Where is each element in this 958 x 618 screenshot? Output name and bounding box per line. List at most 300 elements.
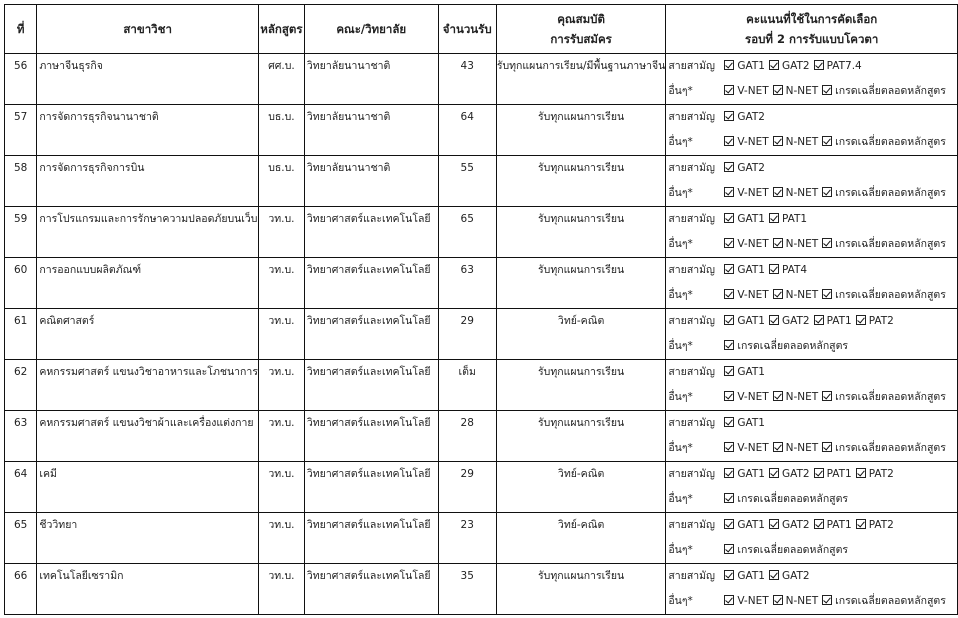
checked-box-icon <box>773 136 783 146</box>
criteria-line2 <box>666 436 957 461</box>
criteria-line-label: สายสามัญ <box>668 213 715 225</box>
criteria-item-label: PAT2 <box>868 468 894 480</box>
criteria-item-label: N-NET <box>785 442 819 454</box>
criteria-line-label: สายสามัญ <box>668 366 715 378</box>
cell-faculty: วิทยาศาสตร์และเทคโนโลยี <box>304 462 438 513</box>
checked-box-icon <box>769 264 779 274</box>
criteria-item <box>769 232 819 257</box>
criteria-item <box>720 385 768 410</box>
criteria-item <box>720 207 765 232</box>
criteria-item-label: PAT7.4 <box>826 60 862 72</box>
criteria-item <box>765 54 810 79</box>
cell-qualification: วิทย์-คณิต <box>496 462 666 513</box>
criteria-item <box>720 79 768 104</box>
cell-major: การโปรแกรมและการรักษาความปลอดภัยบนเว็บ <box>37 207 259 258</box>
criteria-item-label: GAT1 <box>737 468 765 480</box>
header-faculty: คณะ/วิทยาลัย <box>304 5 438 54</box>
criteria-line-label: อื่นๆ* <box>668 493 693 505</box>
checked-box-icon <box>769 315 779 325</box>
checked-box-icon <box>724 162 734 172</box>
criteria-item-label: V-NET <box>737 136 769 148</box>
criteria-item-label: N-NET <box>785 187 819 199</box>
criteria-item <box>765 207 807 232</box>
criteria-item-label: V-NET <box>737 85 769 97</box>
criteria-item <box>810 462 852 487</box>
criteria-line2 <box>666 385 957 410</box>
criteria-item-label: GAT1 <box>737 264 765 276</box>
cell-faculty: วิทยาศาสตร์และเทคโนโลยี <box>304 309 438 360</box>
criteria-line2 <box>666 334 957 359</box>
cell-qualification: รับทุกแผนการเรียน <box>496 258 666 309</box>
criteria-item-label: V-NET <box>737 187 769 199</box>
cell-qualification: รับทุกแผนการเรียน <box>496 207 666 258</box>
checked-box-icon <box>724 366 734 376</box>
criteria-item-label: เกรดเฉลี่ยตลอดหลักสูตร <box>835 289 946 301</box>
cell-no: 59 <box>5 207 37 258</box>
header-quota: จำนวนรับ <box>438 5 496 54</box>
checked-box-icon <box>724 417 734 427</box>
cell-no: 61 <box>5 309 37 360</box>
criteria-line-label: อื่นๆ* <box>668 238 693 250</box>
criteria-item <box>720 54 765 79</box>
criteria-item-label: N-NET <box>785 136 819 148</box>
cell-curriculum: วท.บ. <box>258 309 304 360</box>
cell-no: 57 <box>5 105 37 156</box>
criteria-item <box>720 130 768 155</box>
cell-no: 58 <box>5 156 37 207</box>
criteria-item-label: เกรดเฉลี่ยตลอดหลักสูตร <box>835 136 946 148</box>
criteria-item <box>769 130 819 155</box>
cell-faculty: วิทยาศาสตร์และเทคโนโลยี <box>304 513 438 564</box>
checked-box-icon <box>773 187 783 197</box>
criteria-item-label: GAT1 <box>737 570 765 582</box>
cell-major: การออกแบบผลิตภัณฑ์ <box>37 258 259 309</box>
cell-no: 60 <box>5 258 37 309</box>
criteria-item <box>720 181 768 206</box>
criteria-item-label: PAT1 <box>781 213 808 225</box>
criteria-item <box>720 411 765 436</box>
criteria-item-label: GAT1 <box>737 366 765 378</box>
cell-quota: 43 <box>438 54 496 105</box>
criteria-item-label: GAT1 <box>737 519 765 531</box>
criteria-line-label: สายสามัญ <box>668 519 715 531</box>
cell-major: การจัดการธุรกิจนานาชาติ <box>37 105 259 156</box>
cell-quota: 64 <box>438 105 496 156</box>
cell-criteria <box>666 360 958 411</box>
criteria-item <box>765 513 810 538</box>
checked-box-icon <box>724 493 734 503</box>
checked-box-icon <box>724 595 734 605</box>
cell-quota: 65 <box>438 207 496 258</box>
cell-major: ชีววิทยา <box>37 513 259 564</box>
checked-box-icon <box>814 60 824 70</box>
cell-criteria <box>666 564 958 615</box>
criteria-line-label: อื่นๆ* <box>668 187 693 199</box>
criteria-line2 <box>666 79 957 104</box>
criteria-item-label: PAT1 <box>826 315 852 327</box>
cell-quota: 28 <box>438 411 496 462</box>
criteria-item <box>765 258 807 283</box>
criteria-line2 <box>666 487 957 512</box>
cell-no: 64 <box>5 462 37 513</box>
criteria-item <box>720 589 768 614</box>
criteria-item <box>765 309 810 334</box>
cell-no: 62 <box>5 360 37 411</box>
cell-criteria <box>666 54 958 105</box>
cell-major: คหกรรมศาสตร์ แขนงวิชาอาหารและโภชนาการ <box>37 360 259 411</box>
table-row <box>5 258 958 309</box>
criteria-item-label: GAT2 <box>781 468 810 480</box>
criteria-item <box>818 130 946 155</box>
checked-box-icon <box>822 442 832 452</box>
table-row <box>5 309 958 360</box>
table-row <box>5 462 958 513</box>
criteria-line-label: สายสามัญ <box>668 468 715 480</box>
criteria-item <box>720 538 848 563</box>
criteria-line-label: สายสามัญ <box>668 315 715 327</box>
checked-box-icon <box>814 519 824 529</box>
criteria-line1 <box>666 411 957 436</box>
table-row <box>5 564 958 615</box>
criteria-line1 <box>666 309 957 334</box>
criteria-line1 <box>666 462 957 487</box>
cell-quota: 29 <box>438 309 496 360</box>
checked-box-icon <box>769 213 779 223</box>
checked-box-icon <box>822 136 832 146</box>
criteria-line2 <box>666 283 957 308</box>
criteria-line1 <box>666 360 957 385</box>
criteria-line-label: อื่นๆ* <box>668 289 693 301</box>
header-row <box>5 5 958 54</box>
criteria-line-label: อื่นๆ* <box>668 391 693 403</box>
header-qualification-line2: การรับสมัคร <box>550 32 612 46</box>
table-row <box>5 207 958 258</box>
checked-box-icon <box>769 468 779 478</box>
criteria-line-label: อื่นๆ* <box>668 340 693 352</box>
checked-box-icon <box>724 85 734 95</box>
checked-box-icon <box>724 391 734 401</box>
cell-major: คณิตศาสตร์ <box>37 309 259 360</box>
criteria-line-label: สายสามัญ <box>668 570 715 582</box>
checked-box-icon <box>856 519 866 529</box>
cell-criteria <box>666 105 958 156</box>
criteria-item-label: เกรดเฉลี่ยตลอดหลักสูตร <box>737 544 849 556</box>
cell-no: 63 <box>5 411 37 462</box>
criteria-item-label: เกรดเฉลี่ยตลอดหลักสูตร <box>835 391 946 403</box>
criteria-line-label: สายสามัญ <box>668 162 715 174</box>
checked-box-icon <box>773 85 783 95</box>
criteria-item-label: GAT2 <box>737 111 765 123</box>
checked-box-icon <box>724 111 734 121</box>
criteria-item <box>720 309 765 334</box>
table-row <box>5 156 958 207</box>
cell-curriculum: วท.บ. <box>258 411 304 462</box>
admission-table <box>4 4 958 615</box>
criteria-item-label: V-NET <box>737 391 769 403</box>
cell-curriculum: วท.บ. <box>258 462 304 513</box>
checked-box-icon <box>724 238 734 248</box>
criteria-item-label: GAT2 <box>781 315 810 327</box>
cell-major: เทคโนโลยีเซรามิก <box>37 564 259 615</box>
cell-quota: เต็ม <box>438 360 496 411</box>
criteria-item <box>810 309 852 334</box>
criteria-item <box>720 105 765 130</box>
criteria-line1 <box>666 513 957 538</box>
criteria-item <box>769 436 819 461</box>
criteria-item <box>818 589 946 614</box>
cell-faculty: วิทยาศาสตร์และเทคโนโลยี <box>304 564 438 615</box>
cell-faculty: วิทยาศาสตร์และเทคโนโลยี <box>304 360 438 411</box>
criteria-item-label: เกรดเฉลี่ยตลอดหลักสูตร <box>835 442 946 454</box>
criteria-item <box>769 283 819 308</box>
checked-box-icon <box>724 544 734 554</box>
criteria-item <box>818 385 946 410</box>
cell-qualification: รับทุกแผนการเรียน <box>496 564 666 615</box>
criteria-item-label: PAT2 <box>868 315 894 327</box>
cell-qualification: รับทุกแผนการเรียน <box>496 105 666 156</box>
criteria-line1 <box>666 564 957 589</box>
criteria-line2 <box>666 538 957 563</box>
criteria-item <box>818 181 946 206</box>
checked-box-icon <box>814 468 824 478</box>
cell-major: คหกรรมศาสตร์ แขนงวิชาผ้าและเครื่องแต่งกาย <box>37 411 259 462</box>
criteria-item <box>852 513 894 538</box>
cell-quota: 55 <box>438 156 496 207</box>
checked-box-icon <box>724 264 734 274</box>
criteria-item <box>769 181 819 206</box>
checked-box-icon <box>724 340 734 350</box>
cell-faculty: วิทยาศาสตร์และเทคโนโลยี <box>304 411 438 462</box>
criteria-line2 <box>666 181 957 206</box>
cell-faculty: วิทยาศาสตร์และเทคโนโลยี <box>304 258 438 309</box>
criteria-item <box>765 462 810 487</box>
checked-box-icon <box>773 595 783 605</box>
criteria-line-label: สายสามัญ <box>668 417 715 429</box>
cell-qualification: รับทุกแผนการเรียน <box>496 411 666 462</box>
criteria-item-label: N-NET <box>785 85 819 97</box>
table-row <box>5 513 958 564</box>
cell-criteria <box>666 462 958 513</box>
criteria-item-label: GAT1 <box>737 315 765 327</box>
checked-box-icon <box>769 60 779 70</box>
cell-curriculum: บธ.บ. <box>258 156 304 207</box>
checked-box-icon <box>724 213 734 223</box>
checked-box-icon <box>724 315 734 325</box>
criteria-item <box>720 360 765 385</box>
criteria-line1 <box>666 258 957 283</box>
cell-quota: 63 <box>438 258 496 309</box>
cell-quota: 23 <box>438 513 496 564</box>
cell-qualification: วิทย์-คณิต <box>496 309 666 360</box>
header-qualification-line1: คุณสมบัติ <box>557 12 605 26</box>
criteria-item <box>810 513 852 538</box>
table-row <box>5 411 958 462</box>
criteria-item <box>852 462 894 487</box>
criteria-item-label: GAT1 <box>737 417 765 429</box>
criteria-item-label: เกรดเฉลี่ยตลอดหลักสูตร <box>835 238 946 250</box>
header-criteria <box>666 5 958 54</box>
criteria-line-label: อื่นๆ* <box>668 85 693 97</box>
checked-box-icon <box>724 519 734 529</box>
header-criteria-line1: คะแนนที่ใช้ในการคัดเลือก <box>746 12 878 26</box>
criteria-item-label: GAT1 <box>737 60 765 72</box>
checked-box-icon <box>822 289 832 299</box>
checked-box-icon <box>773 391 783 401</box>
criteria-line-label: สายสามัญ <box>668 264 715 276</box>
checked-box-icon <box>856 315 866 325</box>
criteria-item-label: เกรดเฉลี่ยตลอดหลักสูตร <box>835 595 946 607</box>
checked-box-icon <box>773 238 783 248</box>
criteria-item <box>818 232 946 257</box>
checked-box-icon <box>856 468 866 478</box>
criteria-item <box>765 564 810 589</box>
criteria-item <box>769 589 819 614</box>
criteria-item <box>720 258 765 283</box>
checked-box-icon <box>769 570 779 580</box>
criteria-item <box>720 513 765 538</box>
criteria-item-label: เกรดเฉลี่ยตลอดหลักสูตร <box>835 85 946 97</box>
criteria-item-label: V-NET <box>737 442 769 454</box>
cell-curriculum: วท.บ. <box>258 513 304 564</box>
cell-curriculum: วท.บ. <box>258 360 304 411</box>
header-criteria-line2: รอบที่ 2 การรับแบบโควตา <box>745 32 879 46</box>
criteria-item <box>769 79 819 104</box>
criteria-item <box>720 232 768 257</box>
criteria-line2 <box>666 130 957 155</box>
header-curriculum: หลักสูตร <box>258 5 304 54</box>
criteria-line2 <box>666 589 957 614</box>
cell-no: 56 <box>5 54 37 105</box>
criteria-item-label: GAT2 <box>737 162 765 174</box>
cell-major: เคมี <box>37 462 259 513</box>
cell-curriculum: วท.บ. <box>258 564 304 615</box>
criteria-item-label: GAT1 <box>737 213 765 225</box>
checked-box-icon <box>822 391 832 401</box>
cell-faculty: วิทยาลัยนานาชาติ <box>304 156 438 207</box>
criteria-item-label: PAT2 <box>868 519 894 531</box>
criteria-item-label: PAT1 <box>826 468 852 480</box>
criteria-item <box>720 462 765 487</box>
cell-criteria <box>666 411 958 462</box>
criteria-item-label: GAT2 <box>781 519 810 531</box>
checked-box-icon <box>724 187 734 197</box>
cell-curriculum: ศศ.บ. <box>258 54 304 105</box>
cell-criteria <box>666 513 958 564</box>
criteria-line-label: อื่นๆ* <box>668 544 693 556</box>
cell-quota: 35 <box>438 564 496 615</box>
cell-major: การจัดการธุรกิจการบิน <box>37 156 259 207</box>
checked-box-icon <box>724 136 734 146</box>
cell-criteria <box>666 258 958 309</box>
checked-box-icon <box>773 289 783 299</box>
cell-qualification: รับทุกแผนการเรียน/มีพื้นฐานภาษาจีน <box>496 54 666 105</box>
criteria-line1 <box>666 54 957 79</box>
criteria-item-label: เกรดเฉลี่ยตลอดหลักสูตร <box>737 340 849 352</box>
criteria-item <box>769 385 819 410</box>
criteria-item <box>818 436 946 461</box>
criteria-item-label: N-NET <box>785 289 819 301</box>
cell-qualification: วิทย์-คณิต <box>496 513 666 564</box>
criteria-line-label: สายสามัญ <box>668 111 715 123</box>
criteria-item <box>720 564 765 589</box>
checked-box-icon <box>724 468 734 478</box>
criteria-line1 <box>666 207 957 232</box>
checked-box-icon <box>724 570 734 580</box>
table-row <box>5 360 958 411</box>
checked-box-icon <box>822 85 832 95</box>
criteria-item <box>720 156 765 181</box>
criteria-item-label: GAT2 <box>781 60 810 72</box>
header-no: ที่ <box>5 5 37 54</box>
cell-faculty: วิทยาลัยนานาชาติ <box>304 105 438 156</box>
criteria-item <box>818 283 946 308</box>
cell-faculty: วิทยาศาสตร์และเทคโนโลยี <box>304 207 438 258</box>
criteria-item <box>720 334 848 359</box>
criteria-item <box>818 79 946 104</box>
checked-box-icon <box>769 519 779 529</box>
cell-curriculum: วท.บ. <box>258 258 304 309</box>
header-qualification <box>496 5 666 54</box>
cell-criteria <box>666 207 958 258</box>
checked-box-icon <box>822 595 832 605</box>
criteria-line1 <box>666 105 957 130</box>
cell-no: 65 <box>5 513 37 564</box>
criteria-item-label: V-NET <box>737 595 769 607</box>
criteria-item-label: N-NET <box>785 595 819 607</box>
cell-major: ภาษาจีนธุรกิจ <box>37 54 259 105</box>
criteria-line-label: อื่นๆ* <box>668 595 693 607</box>
criteria-item-label: เกรดเฉลี่ยตลอดหลักสูตร <box>737 493 849 505</box>
cell-qualification: รับทุกแผนการเรียน <box>496 360 666 411</box>
criteria-line-label: สายสามัญ <box>668 60 715 72</box>
criteria-item-label: PAT4 <box>781 264 808 276</box>
checked-box-icon <box>724 442 734 452</box>
cell-criteria <box>666 309 958 360</box>
checked-box-icon <box>724 60 734 70</box>
table-row <box>5 105 958 156</box>
criteria-line-label: อื่นๆ* <box>668 442 693 454</box>
criteria-line1 <box>666 156 957 181</box>
cell-quota: 29 <box>438 462 496 513</box>
criteria-item-label: V-NET <box>737 289 769 301</box>
table-row <box>5 54 958 105</box>
cell-curriculum: วท.บ. <box>258 207 304 258</box>
criteria-item <box>720 487 848 512</box>
criteria-item <box>720 436 768 461</box>
criteria-item-label: N-NET <box>785 238 819 250</box>
checked-box-icon <box>773 442 783 452</box>
criteria-item <box>852 309 894 334</box>
criteria-item <box>810 54 862 79</box>
criteria-line-label: อื่นๆ* <box>668 136 693 148</box>
criteria-item-label: N-NET <box>785 391 819 403</box>
cell-curriculum: บธ.บ. <box>258 105 304 156</box>
criteria-item <box>720 283 768 308</box>
checked-box-icon <box>822 187 832 197</box>
criteria-line2 <box>666 232 957 257</box>
cell-no: 66 <box>5 564 37 615</box>
cell-qualification: รับทุกแผนการเรียน <box>496 156 666 207</box>
checked-box-icon <box>814 315 824 325</box>
table-body <box>5 54 958 615</box>
header-major: สาขาวิชา <box>37 5 259 54</box>
cell-criteria <box>666 156 958 207</box>
criteria-item-label: V-NET <box>737 238 769 250</box>
criteria-item-label: PAT1 <box>826 519 852 531</box>
cell-faculty: วิทยาลัยนานาชาติ <box>304 54 438 105</box>
criteria-item-label: เกรดเฉลี่ยตลอดหลักสูตร <box>835 187 946 199</box>
checked-box-icon <box>724 289 734 299</box>
